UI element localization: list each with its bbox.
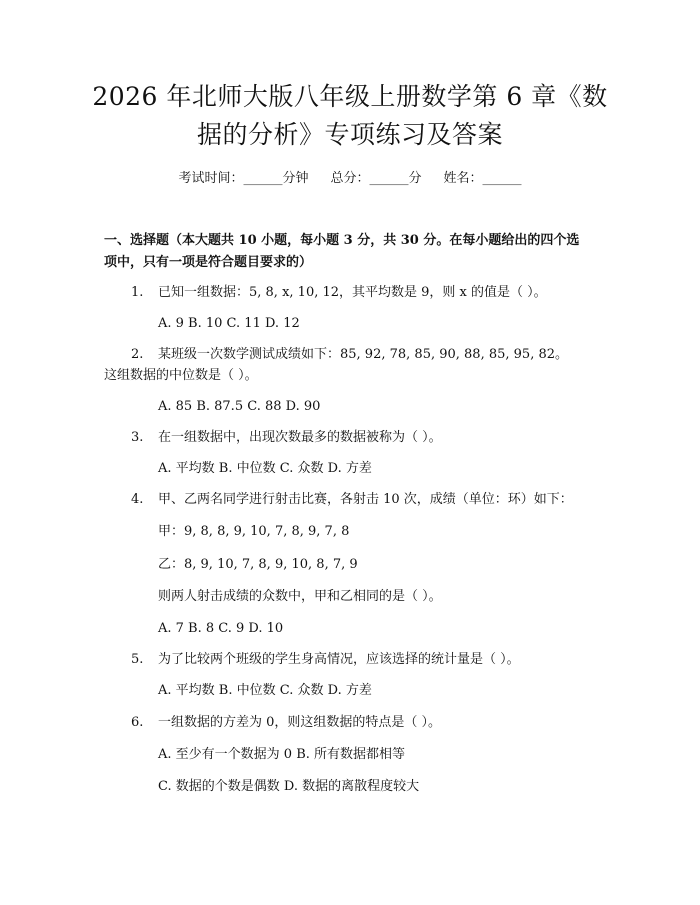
question-3-text: 在一组数据中，出现次数最多的数据被称为（ ）。 [158,430,442,445]
question-1-number: 1. [131,285,144,300]
question-4-jia-scores: 甲：9, 8, 8, 9, 10, 7, 8, 9, 7, 8 [158,524,350,539]
question-4-yi-scores: 乙：8, 9, 10, 7, 8, 9, 10, 8, 7, 9 [158,557,358,572]
question-6-text: 一组数据的方差为 0，则这组数据的特点是（ ）。 [158,715,442,730]
exam-time: 考试时间：______分钟 [178,171,309,186]
question-6-options-line-2: C. 数据的个数是偶数 D. 数据的离散程度较大 [158,779,420,794]
title-line-2: 据的分析》专项练习及答案 [196,120,503,149]
question-2-text-cont: 这组数据的中位数是（ ）。 [104,368,258,383]
question-1-text: 已知一组数据：5, 8, x, 10, 12，其平均数是 9，则 x 的值是（ ）。 [158,285,547,300]
question-4-options: A. 7 B. 8 C. 9 D. 10 [158,621,284,636]
question-6-number: 6. [131,715,144,730]
question-2-options: A. 85 B. 87.5 C. 88 D. 90 [158,399,321,414]
document-title [70,78,630,154]
title-line-1: 2026 年北师大版八年级上册数学第 6 章《数 [92,82,608,111]
question-5-options: A. 平均数 B. 中位数 C. 众数 D. 方差 [158,683,372,698]
section-header-line-2: 项中，只有一项是符合题目要求的） [104,255,313,270]
question-4-text-after: 则两人射击成绩的众数中，甲和乙相同的是（ ）。 [158,589,442,604]
question-3-number: 3. [131,430,144,445]
question-4-number: 4. [131,492,144,507]
question-5-text: 为了比较两个班级的学生身高情况，应该选择的统计量是（ ）。 [158,652,520,667]
question-5-number: 5. [131,652,144,667]
question-2-text: 某班级一次数学测试成绩如下：85, 92, 78, 85, 90, 88, 85, 95, 82。 [158,347,568,362]
question-1-options: A. 9 B. 10 C. 11 D. 12 [158,316,300,331]
question-4-text: 甲、乙两名同学进行射击比赛，各射击 10 次，成绩（单位：环）如下： [158,492,573,507]
exam-score: 总分：______分 [330,171,422,186]
question-6-options-line-1: A. 至少有一个数据为 0 B. 所有数据都相等 [158,747,406,762]
question-3-options: A. 平均数 B. 中位数 C. 众数 D. 方差 [158,461,372,476]
exam-info [0,170,700,188]
section-header-line-1: 一、选择题（本大题共 10 小题，每小题 3 分，共 30 分。在每小题给出的四个选 [104,233,580,248]
exam-name: 姓名：______ [443,171,522,186]
question-2-number: 2. [131,347,144,362]
section-header [104,230,624,274]
